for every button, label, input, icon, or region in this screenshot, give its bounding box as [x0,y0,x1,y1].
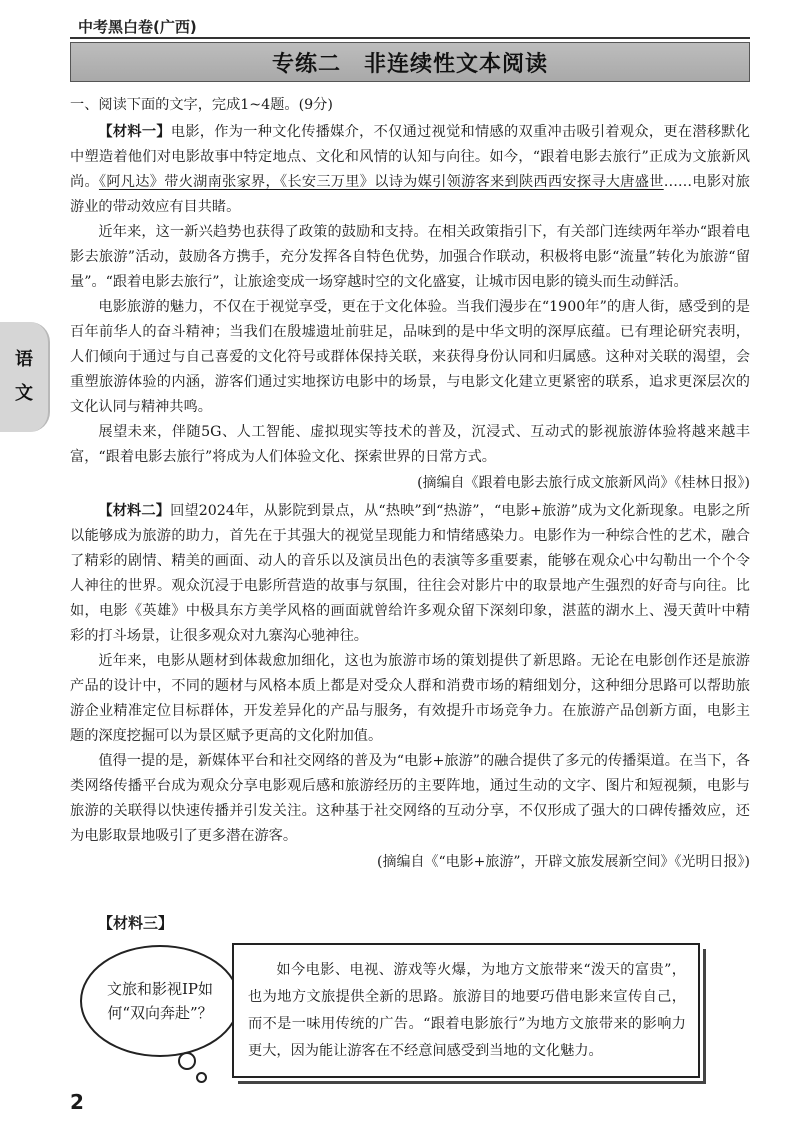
material1-label: 【材料一】 [98,124,171,140]
material1-p1-text-b: ……电影对旅游业的带动效应有目共睹。 [70,174,750,215]
note-card-text: 如今电影、电视、游戏等火爆，为地方文旅带来“泼天的富贵”，也为地方文旅提供全新的思路。旅游目的地要巧借电影来宣传自己，而不是一味用传统的广告。“跟着电影旅行”为地方文旅带来的影响力更大，因为能让游客在不经意间感受到当地的文化魅力。 [248,962,686,1059]
material1-underlined-sentence: 《阿凡达》带火湖南张家界，《长安三万里》以诗为媒引领游客来到陕西西安探寻大唐盛世 [98,174,664,190]
material1-paragraph-2: 近年来，这一新兴趋势也获得了政策的鼓励和支持。在相关政策指引下，有关部门连续两年举办“跟着电影去旅游”活动，鼓励各方携手，充分发挥各自特色优势，加强合作联动，积极将电影“流量”转化为旅游“留量”。“跟着电影去旅行”，让旅途变成一场穿越时空的文化盛宴，让城市因电影的镜头而生动鲜活。 [70,224,751,290]
material2-label: 【材料二】 [98,503,171,519]
material2-paragraph-1 [70,499,750,649]
material2-source: (摘编自《“电影+旅游”，开辟文旅发展新空间》《光明日报》) [377,854,750,870]
reading-passage [70,93,750,878]
section-title: 专练二 非连续性文本阅读 [271,51,548,77]
question-instruction: 一、阅读下面的文字，完成1~4题。(9分) [70,97,333,113]
subject-char-2: 文 [15,383,33,404]
note-card [232,943,700,1078]
page-number: 2 [70,1090,84,1114]
material1-paragraph-4: 展望未来，伴随5G、人工智能、虚拟现实等技术的普及，沉浸式、互动式的影视旅游体验将越来越丰富，“跟着电影去旅行”将成为人们体验文化、探索世界的日常方式。 [70,424,750,465]
material1-paragraph-3: 电影旅游的魅力，不仅在于视觉享受，更在于文化体验。当我们漫步在“1900年”的唐人街，感受到的是百年前华人的奋斗精神；当我们在殷墟遗址前驻足，品味到的是中华文明的深厚底蕴。已有理论研究表明，人们倾向于通过与自己喜爱的文化符号或群体保持关联，来获得身份认同和归属感。这种对关联的渴望，会重塑旅游体验的内涵，游客们通过实地探访电影中的场景，与电影文化建立更紧密的联系，追求更深层次的文化认同与精神共鸣。 [70,299,750,415]
book-series-label: 中考黑白卷(广西) [78,18,197,36]
subject-char-1: 语 [15,349,33,370]
material1-paragraph-1 [70,120,750,220]
thought-bubble-dot-large [178,1052,196,1070]
material1-p1-text-a: 电影，作为一种文化传播媒介，不仅通过视觉和情感的双重冲击吸引着观众，更在潜移默化中塑造着他们对电影故事中特定地点、文化和风情的认知与向往。如今，“跟着电影去旅行”正成为文旅新风尚。 [70,124,750,190]
section-title-banner [70,42,750,82]
material3-label: 【材料三】 [98,914,174,932]
material1-source: (摘编自《跟着电影去旅行成文旅新风尚》《桂林日报》) [417,475,750,491]
subject-side-tab [0,322,50,432]
thought-bubble-dot-small [196,1072,207,1083]
material2-paragraph-2: 近年来，电影从题材到体裁愈加细化，这也为旅游市场的策划提供了新思路。无论在电影创作还是旅游产品的设计中，不同的题材与风格本质上都是对受众人群和消费市场的精细划分，这种细分思路可以帮助旅游企业精准定位目标群体，开发差异化的产品与服务，有效提升市场竞争力。在旅游产品创新方面，电影主题的深度挖掘可以为景区赋予更高的文化附加值。 [70,653,750,744]
material2-p1-text: 回望2024年，从影院到景点，从“热映”到“热游”，“电影+旅游”成为文化新现象。电影之所以能够成为旅游的助力，首先在于其强大的视觉呈现能力和情绪感染力。电影作为一种综合性的艺术，融合了精彩的剧情、精美的画面、动人的音乐以及演员出色的表演等多重要素，能够在观众心中勾勒出一个个令人神往的世界。观众沉浸于电影所营造的故事与氛围，往往会对影片中的取景地产生强烈的好奇与向往。比如，电影《英雄》中极具东方美学风格的画面就曾给许多观众留下深刻印象，湛蓝的湖水上、漫天黄叶中精彩的打斗场景，让很多观众对九寨沟心驰神往。 [70,503,750,644]
header-divider [70,37,750,39]
thought-bubble-text: 文旅和影视IP如何“双向奔赴”？ [106,980,214,1022]
thought-bubble [80,945,240,1057]
material2-paragraph-3: 值得一提的是，新媒体平台和社交网络的普及为“电影+旅游”的融合提供了多元的传播渠道。在当下，各类网络传播平台成为观众分享电影观后感和旅游经历的主要阵地，通过生动的文字、图片和短视频，电影与旅游的关联得以快速传播并引发关注。这种基于社交网络的互动分享，不仅形成了强大的口碑传播效应，还为电影取景地吸引了更多潜在游客。 [70,753,750,844]
